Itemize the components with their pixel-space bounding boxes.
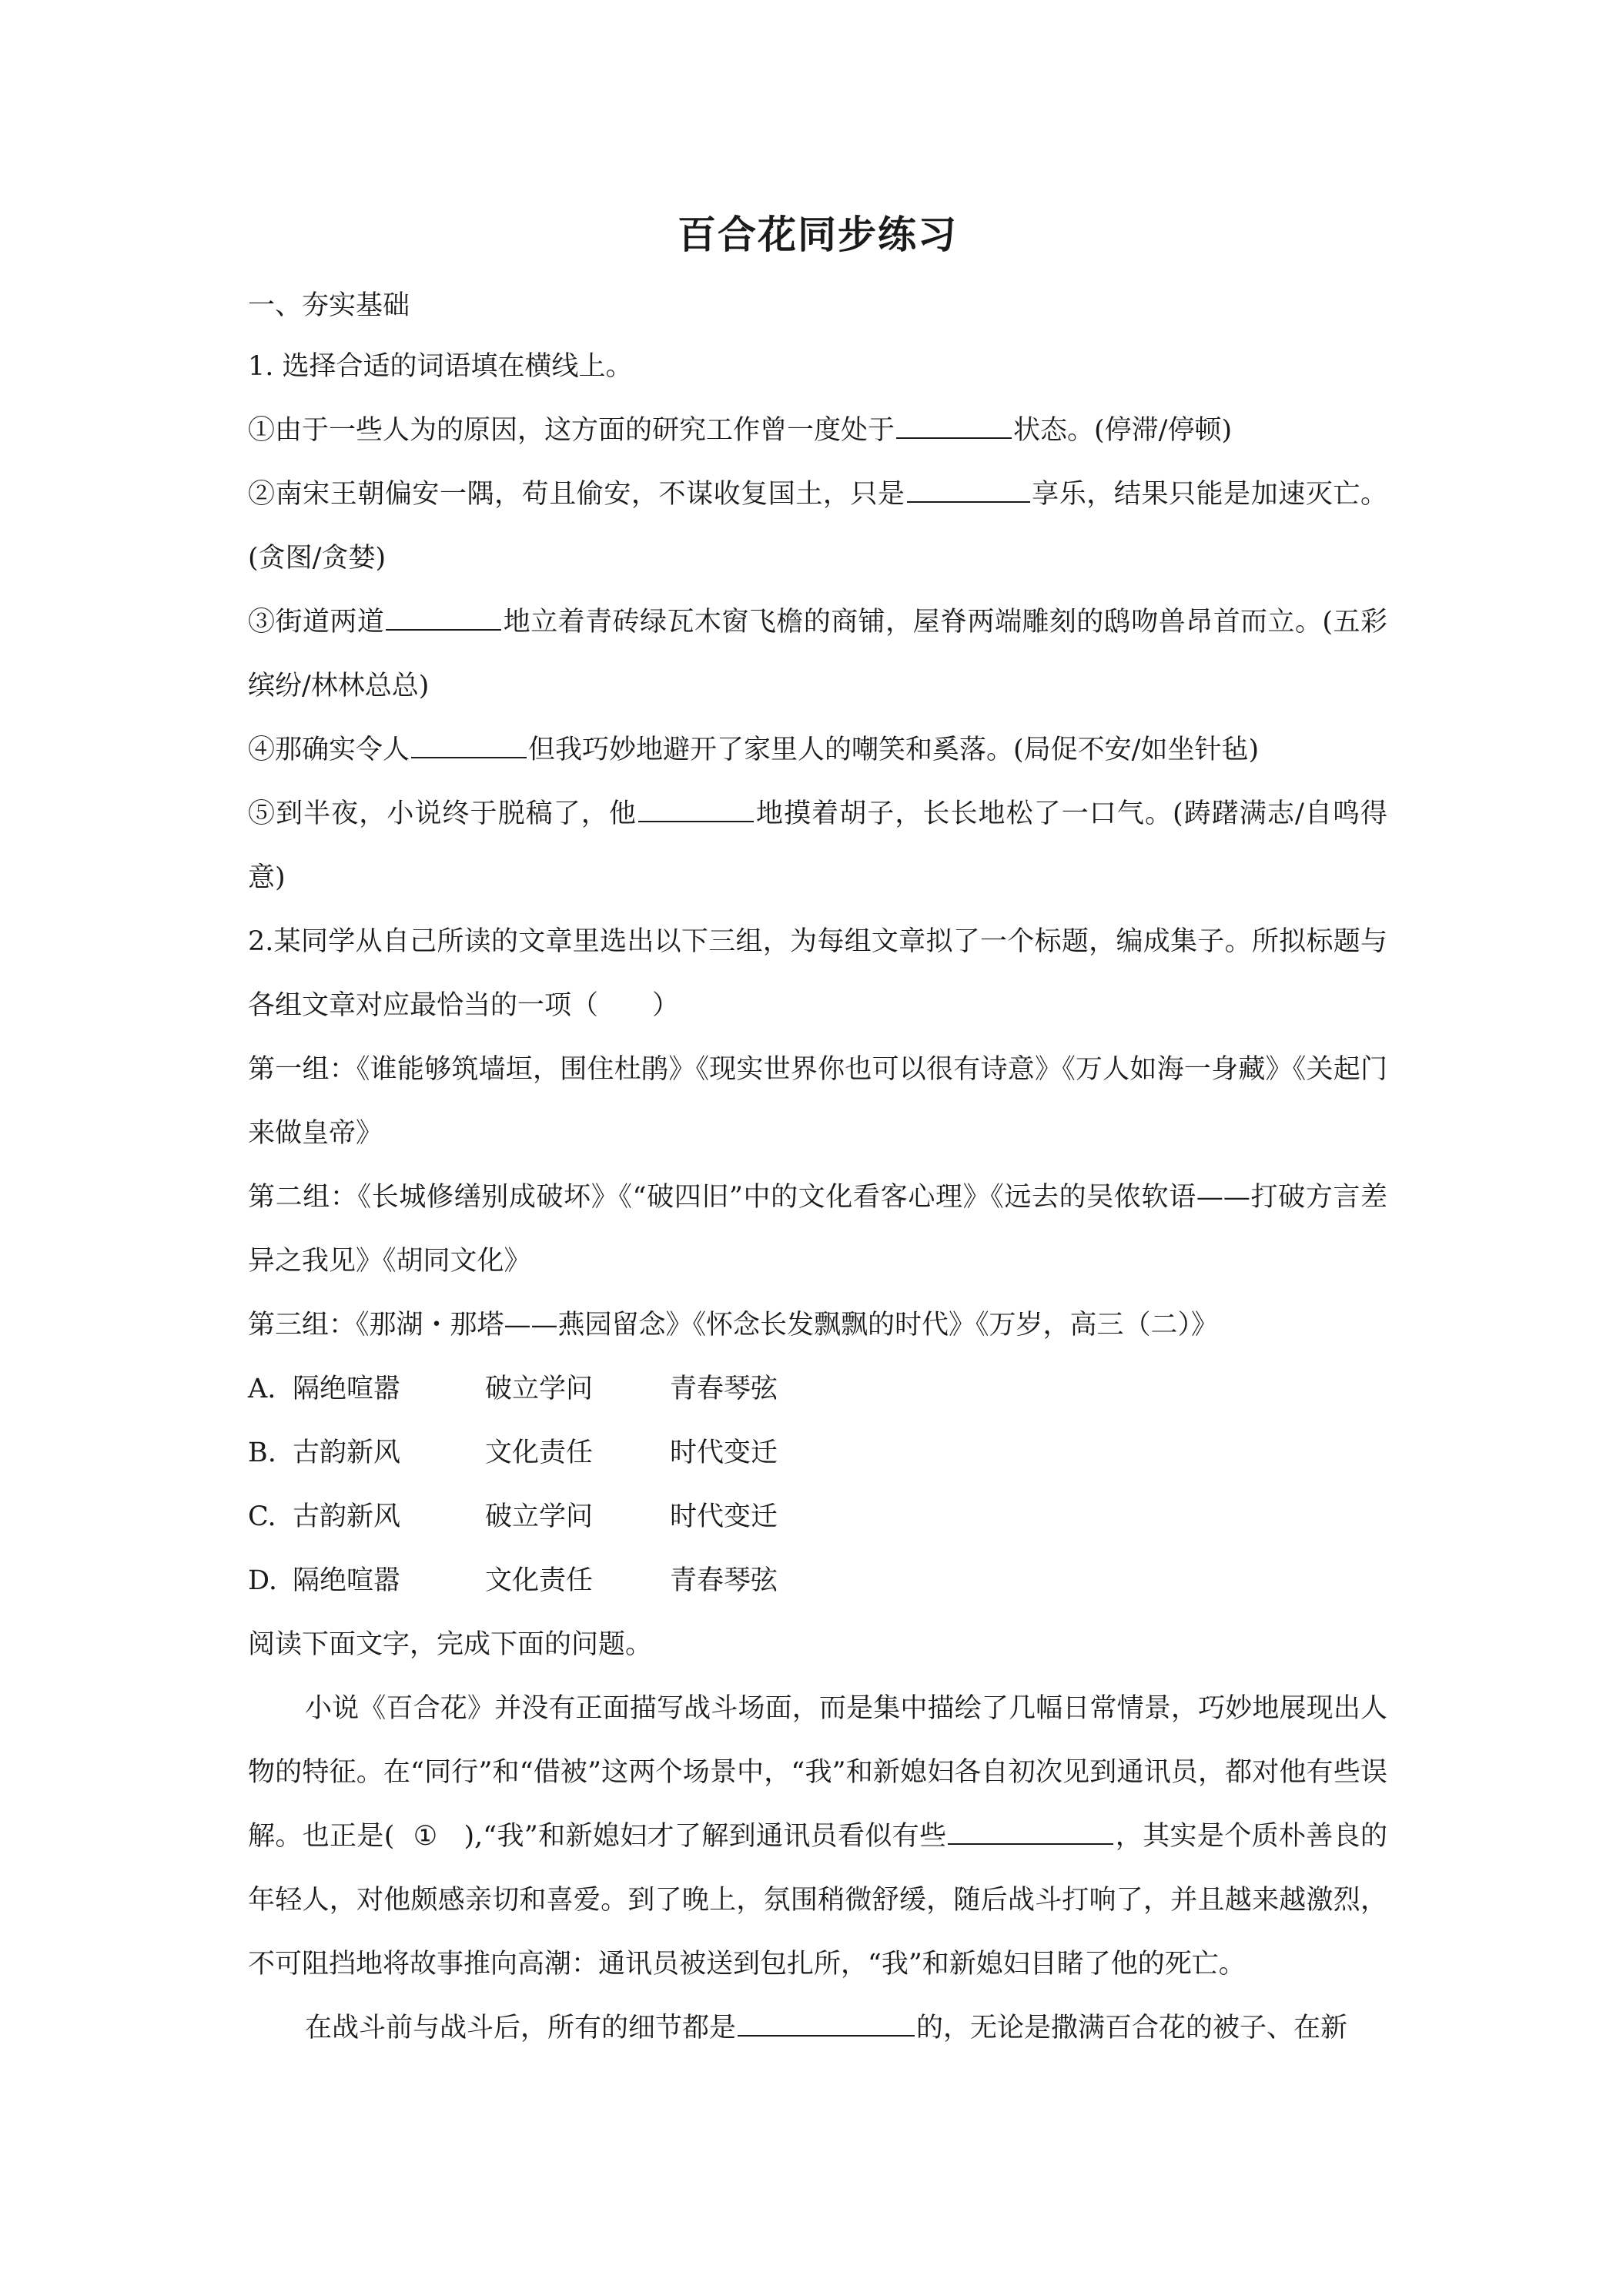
- option-cell: 古韵新风: [293, 1501, 401, 1532]
- item-text: 地立着青砖绿瓦木窗飞檐的商铺，屋脊两端雕刻的鸱吻兽昂首而立。(五彩缤纷/林林总总): [248, 607, 1387, 701]
- passage-paragraph-2: [248, 1996, 1387, 2060]
- option-letter: B.: [248, 1438, 276, 1468]
- group-2: 第二组：《长城修缮别成破坏》《“破四旧”中的文化看客心理》《远去的吴侬软语——打破方言差异之我见》《胡同文化》: [248, 1182, 1387, 1277]
- passage-text: ),“我”和新媳妇才了解到通讯员看似有些: [463, 1821, 947, 1852]
- item-text: 地摸着胡子，长长地松了一口气。(踌躇满志/自鸣得意): [248, 798, 1387, 893]
- answer-blank[interactable]: [738, 2010, 915, 2037]
- blank-marker: ①: [413, 1821, 438, 1852]
- item-text: 但我巧妙地避开了家里人的嘲笑和奚落。(局促不安/如坐针毡): [528, 735, 1260, 765]
- question-1-item-3: [248, 591, 1387, 718]
- answer-blank[interactable]: [948, 1819, 1113, 1845]
- item-text: ③街道两道: [248, 607, 385, 638]
- group-1: 第一组：《谁能够筑墙垣，围住杜鹃》《现实世界你也可以很有诗意》《万人如海一身藏》《关起门来做皇帝》: [248, 1054, 1387, 1149]
- page-title: 百合花同步练习: [678, 213, 958, 257]
- passage-text: 在战斗前与战斗后，所有的细节都是: [305, 2013, 737, 2043]
- option-letter: A.: [248, 1374, 276, 1404]
- question-1-item-5: [248, 782, 1387, 910]
- item-text: ②南宋王朝偏安一隅，苟且偷安，不谋收复国土，只是: [248, 479, 905, 510]
- stem-text: 2.某同学从自己所读的文章里选出以下三组，为每组文章拟了一个标题，编成集子。所拟标题与各组文章对应最恰当的一项（: [248, 926, 1387, 1021]
- option-cell: 文化责任: [485, 1438, 594, 1468]
- document-page: [248, 208, 1387, 2060]
- option-b[interactable]: [248, 1421, 1387, 1485]
- reading-intro: 阅读下面文字，完成下面的问题。: [248, 1629, 653, 1660]
- item-text: ⑤到半夜，小说终于脱稿了，他: [248, 798, 637, 829]
- answer-blank[interactable]: [411, 732, 527, 758]
- option-letter: D.: [248, 1565, 277, 1596]
- item-text: 状态。(停滞/停顿): [1013, 415, 1233, 446]
- option-cell: 隔绝喧嚣: [293, 1565, 401, 1596]
- option-a[interactable]: [248, 1357, 1387, 1421]
- option-d[interactable]: [248, 1549, 1387, 1613]
- option-cell: 破立学问: [485, 1501, 594, 1532]
- passage-text: ，其实是个质朴善良的年轻人，对他颇感亲切和喜爱。到了晚上，氛围稍微舒缓，随后战斗打响了，并且越来越激烈，不可阻挡地将故事推向高潮：通讯员被送到包扎所，“我”和新媳妇目睹了他的死亡。: [248, 1821, 1387, 1980]
- item-text: ①由于一些人为的原因，这方面的研究工作曾一度处于: [248, 415, 895, 446]
- question-2-stem: [248, 910, 1387, 1038]
- question-1-item-4: [248, 718, 1387, 782]
- option-cell: 古韵新风: [293, 1438, 401, 1468]
- option-letter: C.: [248, 1501, 276, 1532]
- option-cell: 隔绝喧嚣: [293, 1374, 401, 1404]
- option-cell: 时代变迁: [670, 1438, 778, 1468]
- passage-text: 小说《百合花》并没有正面描写战斗场面，而是集中描绘了几幅日常情景，巧妙地展现出人物的特征。在“同行”和“借被”这两个场景中，“我”和新媳妇各自初次见到通讯员，都对他有些误解。也正是(: [248, 1693, 1387, 1852]
- question-1-item-2: [248, 463, 1387, 591]
- answer-blank[interactable]: [907, 477, 1030, 503]
- passage-text: 的，无论是撒满百合花的被子、在新: [916, 2013, 1348, 2043]
- answer-blank[interactable]: [386, 604, 501, 631]
- passage-paragraph-1: [248, 1677, 1387, 1996]
- option-cell: 青春琴弦: [670, 1374, 778, 1404]
- group-3: 第三组：《那湖・那塔——燕园留念》《怀念长发飘飘的时代》《万岁，高三（二）》: [248, 1310, 1219, 1340]
- option-cell: 文化责任: [485, 1565, 594, 1596]
- option-cell: 青春琴弦: [670, 1565, 778, 1596]
- item-text: 享乐，结果只能是加速灭亡。(贪图/贪婪): [248, 479, 1387, 574]
- question-1-stem: 1. 选择合适的词语填在横线上。: [248, 351, 633, 382]
- item-text: ④那确实令人: [248, 735, 410, 765]
- option-cell: 破立学问: [485, 1374, 594, 1404]
- answer-blank[interactable]: [638, 796, 754, 822]
- answer-blank[interactable]: [896, 413, 1012, 439]
- question-1-item-1: [248, 399, 1387, 463]
- stem-text: ）: [652, 990, 680, 1021]
- option-c[interactable]: [248, 1485, 1387, 1549]
- section-heading: 一、夯实基础: [248, 290, 410, 321]
- option-cell: 时代变迁: [670, 1501, 778, 1532]
